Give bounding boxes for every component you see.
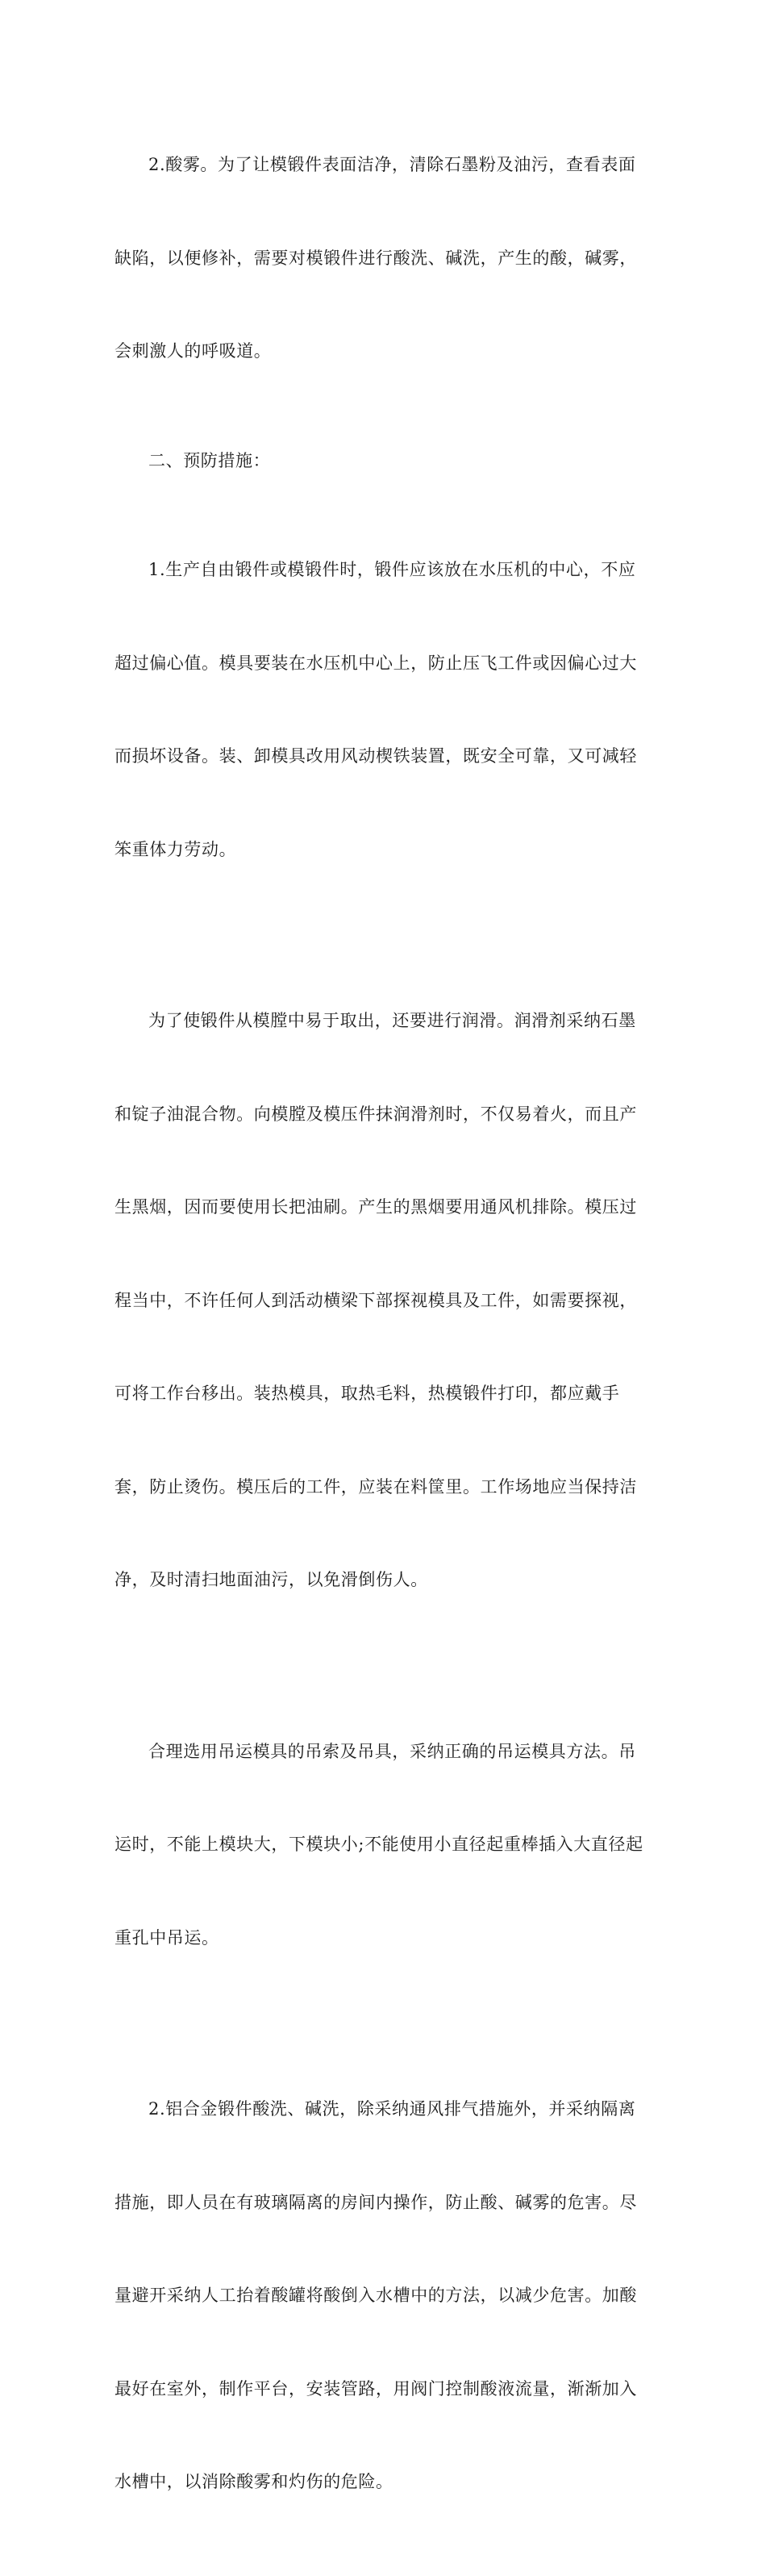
text-line: 超过偏心值。模具要装在水压机中心上，防止压飞工件或因偏心过大	[114, 653, 637, 673]
paragraph-lubrication	[114, 943, 652, 1658]
paragraph-lifting	[114, 1674, 652, 2016]
text-line: 措施，即人员在有玻璃隔离的房间内操作，防止酸、碱雾的危害。尽	[114, 2192, 637, 2212]
paragraph-measure-2	[114, 2031, 652, 2560]
text-line: 笨重体力劳动。	[114, 839, 237, 859]
document-body	[114, 87, 652, 2576]
text-line: 2.酸雾。为了让模锻件表面洁净，清除石墨粉及油污，查看表面	[148, 155, 636, 174]
text-line: 和锭子油混合物。向模膛及模压件抹润滑剂时，不仅易着火，而且产	[114, 1104, 637, 1124]
text-line: 量避开采纳人工抬着酸罐将酸倒入水槽中的方法，以减少危害。加酸	[114, 2286, 637, 2305]
text-line: 1.生产自由锻件或模锻件时，锻件应该放在水压机的中心，不应	[148, 560, 636, 579]
paragraph-measure-1	[114, 492, 652, 927]
text-line: 运时，不能上模块大，下模块小;不能使用小直径起重棒插入大直径起	[114, 1835, 643, 1854]
text-line: 缺陷，以便修补，需要对模锻件进行酸洗、碱洗，产生的酸，碱雾，	[114, 248, 637, 268]
section-heading	[114, 445, 652, 477]
text-line: 最好在室外，制作平台，安装管路，用阀门控制酸液流量，渐渐加入	[114, 2378, 637, 2399]
text-line: 2.铝合金锻件酸洗、碱洗，除采纳通风排气措施外，并采纳隔离	[148, 2099, 636, 2119]
text-line: 套，防止烫伤。模压后的工件，应装在料筐里。工作场地应当保持洁	[114, 1476, 637, 1497]
text-line: 净，及时清扫地面油污，以免滑倒伤人。	[114, 1570, 428, 1589]
text-line: 可将工作台移出。装热模具，取热毛料，热模锻件打印，都应戴手	[114, 1384, 620, 1403]
text-line: 程当中，不许任何人到活动横梁下部探视模具及工件，如需要探视，	[114, 1290, 637, 1310]
text-line: 生黑烟，因而要使用长把油刷。产生的黑烟要用通风机排除。模压过	[114, 1197, 637, 1217]
heading-text: 二、预防措施：	[148, 450, 271, 470]
text-line: 而损坏设备。装、卸模具改用风动楔铁装置，既安全可靠，又可减轻	[114, 746, 637, 766]
text-line: 为了使锻件从模膛中易于取出，还要进行润滑。润滑剂采纳石墨	[148, 1011, 636, 1030]
text-line: 重孔中吊运。	[114, 1927, 219, 1948]
text-line: 水槽中，以消除酸雾和灼伤的危险。	[114, 2472, 393, 2491]
text-line: 会刺激人的呼吸道。	[114, 341, 272, 361]
text-line: 合理选用吊运模具的吊索及吊具，采纳正确的吊运模具方法。吊	[148, 1741, 636, 1761]
paragraph-acid-mist	[114, 87, 652, 429]
